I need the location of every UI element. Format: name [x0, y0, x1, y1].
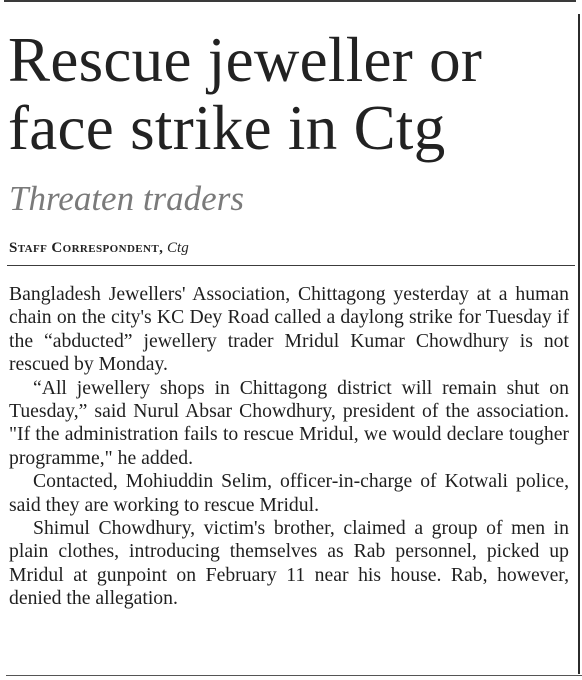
bottom-border-rule	[6, 675, 582, 676]
top-border-rule	[4, 0, 576, 2]
article-paragraph-4: Shimul Chowdhury, victim's brother, claimed a group of men in plain clothes, introducing themselves as Rab personnel, picked up Mridul at gunpoint on February 11 near his house. Rab, however, denied the allegation.	[9, 517, 569, 610]
byline	[9, 239, 189, 257]
byline-divider	[7, 265, 575, 266]
article-body	[9, 283, 569, 611]
subheadline: Threaten traders	[9, 179, 244, 218]
article-paragraph-1: Bangladesh Jewellers' Association, Chittagong yesterday at a human chain on the city's KC Dey Road called a daylong strike for Tuesday if the “abducted” jewellery trader Mridul Kumar Chowdhury is not rescued by Monday.	[9, 283, 569, 376]
article-paragraph-2: “All jewellery shops in Chittagong district will remain shut on Tuesday,” said Nurul Absar Chowdhury, president of the association. "If the administration fails to rescue Mridul, we would declare tougher programme," he added.	[9, 376, 569, 469]
headline-line-1: Rescue jeweller or	[8, 25, 483, 95]
right-column-rule	[578, 14, 580, 674]
byline-author: Staff Correspondent,	[9, 240, 164, 256]
headline	[8, 26, 568, 162]
headline-line-2: face strike in Ctg	[8, 93, 446, 163]
byline-location: Ctg	[167, 240, 189, 256]
article-paragraph-3: Contacted, Mohiuddin Selim, officer-in-charge of Kotwali police, said they are working to rescue Mridul.	[9, 470, 569, 516]
